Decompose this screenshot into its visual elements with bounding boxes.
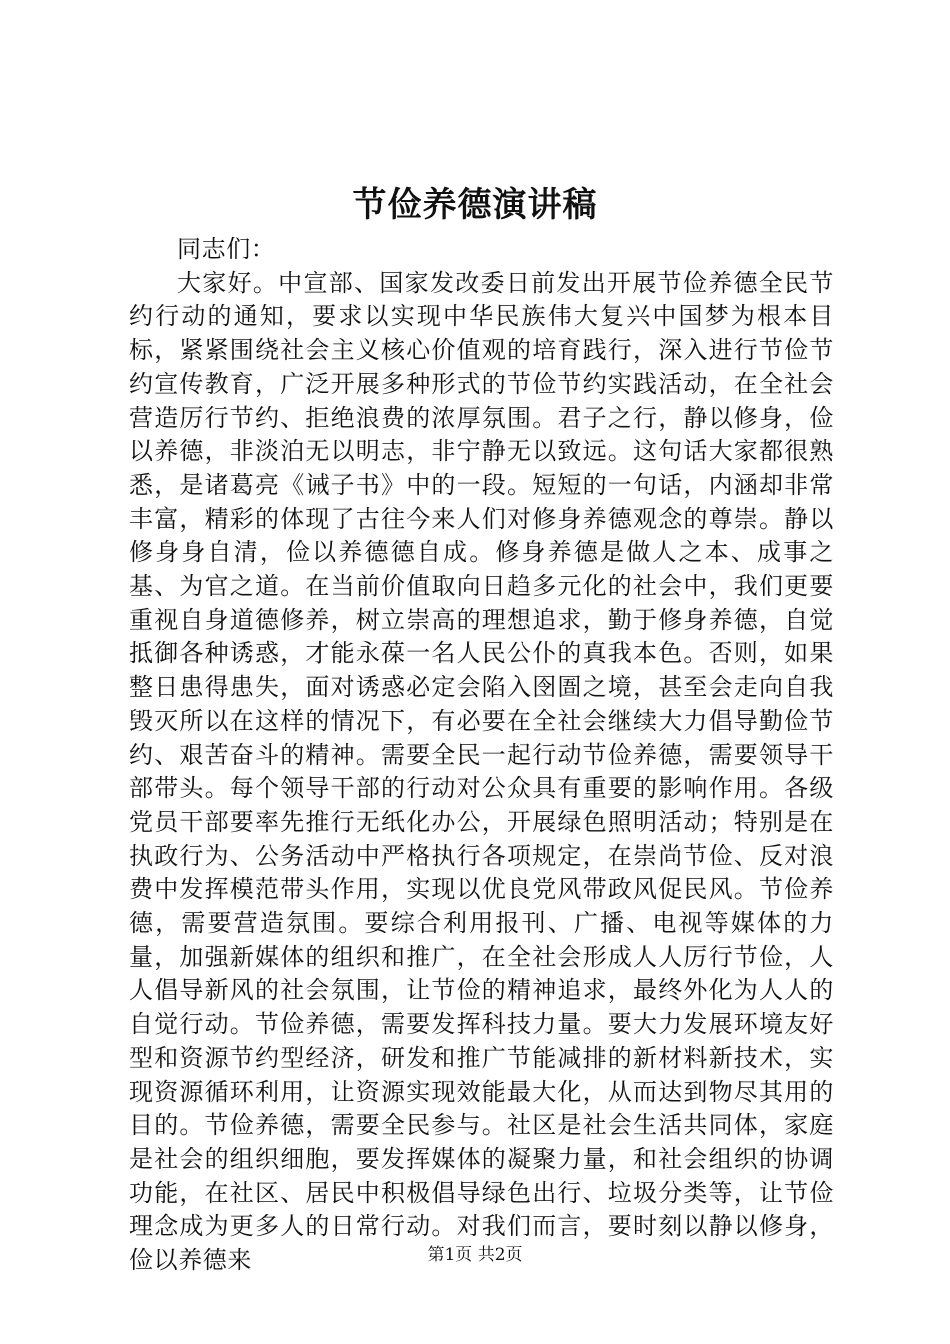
salutation: 同志们： xyxy=(177,235,276,263)
document-body xyxy=(129,233,834,1278)
document-title: 节俭养德演讲稿 xyxy=(352,185,598,225)
body-paragraph: 大家好。中宣部、国家发改委日前发出开展节俭养德全民节约行动的通知，要求以实现中华民族伟大复兴中国梦为根本目标，紧紧围绕社会主义核心价值观的培育践行，深入进行节俭节约宣传教育，广泛开展多种形式的节俭节约实践活动，在全社会营造厉行节约、拒绝浪费的浓厚氛围。君子之行，静以修身，俭以养德，非淡泊无以明志，非宁静无以致远。这句话大家都很熟悉，是诸葛亮《诫子书》中的一段。短短的一句话，内涵却非常丰富，精彩的体现了古往今来人们对修身养德观念的尊崇。静以修身身自清，俭以养德德自成。修身养德是做人之本、成事之基、为官之道。在当前价值取向日趋多元化的社会中，我们更要重视自身道德修养，树立崇高的理想追求，勤于修身养德，自觉抵御各种诱惑，才能永葆一名人民公仆的真我本色。否则，如果整日患得患失，面对诱惑必定会陷入囹圄之境，甚至会走向自我毁灭所以在这样的情况下，有必要在全社会继续大力倡导勤俭节约、艰苦奋斗的精神。需要全民一起行动节俭养德，需要领导干部带头。每个领导干部的行动对公众具有重要的影响作用。各级党员干部要率先推行无纸化办公，开展绿色照明活动；特别是在执政行为、公务活动中严格执行各项规定，在崇尚节俭、反对浪费中发挥模范带头作用，实现以优良党风带政风促民风。节俭养德，需要营造氛围。要综合利用报刊、广播、电视等媒体的力量，加强新媒体的组织和推广，在全社会形成人人厉行节俭，人人倡导新风的社会氛围，让节俭的精神追求，最终外化为人人的自觉行动。节俭养德，需要发挥科技力量。要大力发展环境友好型和资源节约型经济，研发和推广节能减排的新材料新技术，实现资源循环利用，让资源实现效能最大化，从而达到物尽其用的目的。节俭养德，需要全民参与。社区是社会生活共同体，家庭是社会的组织细胞，要发挥媒体的凝聚力量，和社会组织的协调功能，在社区、居民中积极倡导绿色出行、垃圾分类等，让节俭理念成为更多人的日常行动。对我们而言，要时刻以静以修身，俭以养德来 xyxy=(129,268,834,1275)
page-number-footer: 第1页 共2页 xyxy=(427,1245,523,1265)
